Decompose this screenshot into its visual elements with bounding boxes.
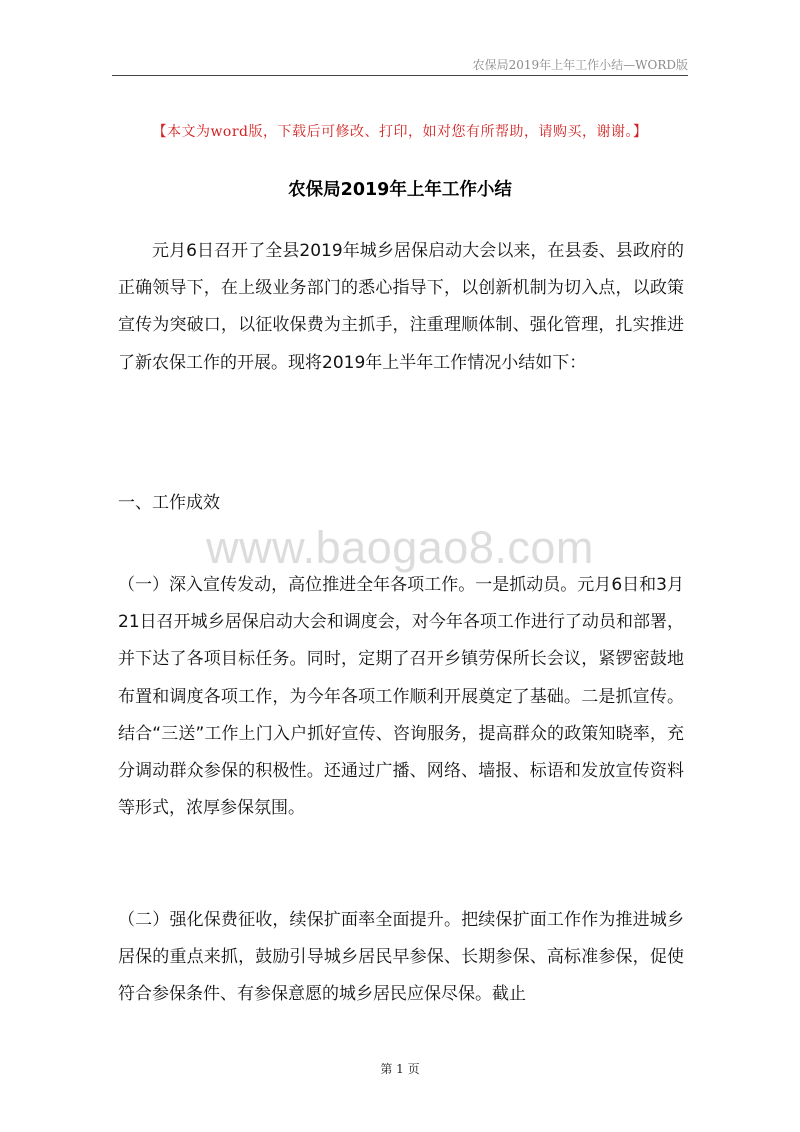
- section-heading: 一、工作成效: [118, 493, 220, 513]
- header-divider: [112, 75, 688, 76]
- watermark: www.baogao8.com: [206, 522, 594, 573]
- item-paragraph-1: （一）深入宣传发动，高位推进全年各项工作。一是抓动员。元月6日和3月21日召开城乡居保启动大会和调度会，对今年各项工作进行了动员和部署，并下达了各项目标任务。同时，定期了召开乡镇劳保所长会议，紧锣密鼓地布置和调度各项工作，为今年各项工作顺利开展奠定了基础。二是抓宣传。结合“三送”工作上门入户抓好宣传、咨询服务，提高群众的政策知晓率，充分调动群众参保的积极性。还通过广播、网络、墙报、标语和发放宣传资料等形式，浓厚参保氛围。: [118, 575, 684, 819]
- item-paragraph-2: （二）强化保费征收，续保扩面率全面提升。把续保扩面工作作为推进城乡居保的重点来抓，鼓励引导城乡居民早参保、长期参保、高标准参保，促使符合参保条件、有参保意愿的城乡居民应保尽保。截止: [118, 910, 684, 1005]
- intro-paragraph: 元月6日召开了全县2019年城乡居保启动大会以来，在县委、县政府的正确领导下，在上级业务部门的悉心指导下，以创新机制为切入点，以政策宣传为突破口，以征收保费为主抓手，注重理顺体制、强化管理，扎实推进了新农保工作的开展。现将2019年上半年工作情况小结如下：: [118, 241, 684, 373]
- running-header: 农保局2019年上年工作小结—WORD版: [472, 58, 688, 72]
- document-title: 农保局2019年上年工作小结: [288, 180, 512, 200]
- purchase-notice: 【本文为word版，下载后可修改、打印，如对您有所帮助，请购买，谢谢。】: [152, 124, 648, 140]
- page-number: 第 1 页: [380, 1062, 420, 1076]
